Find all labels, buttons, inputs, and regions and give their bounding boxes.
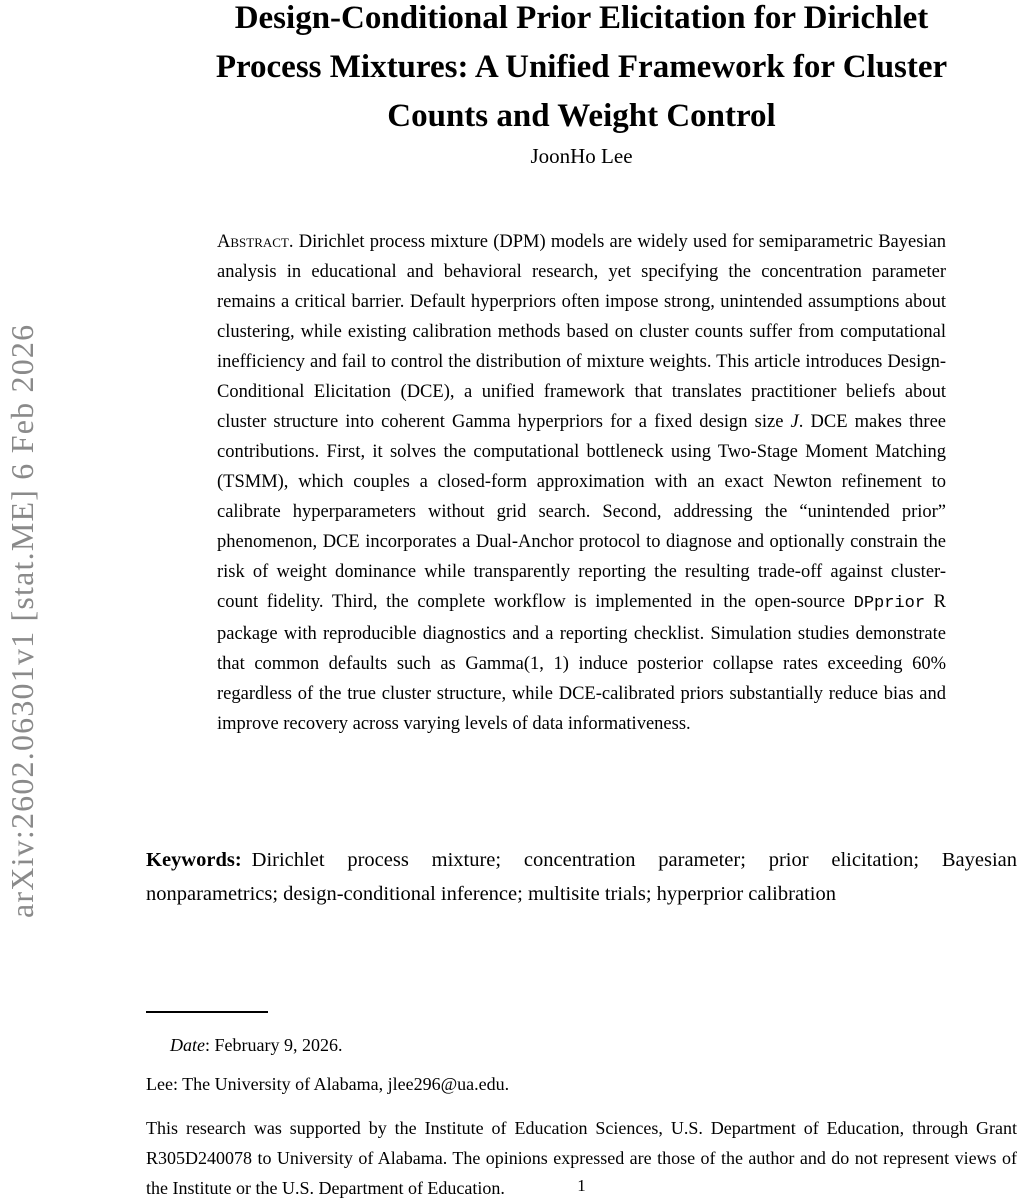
dpprior-package-name: DPprior <box>853 593 926 613</box>
abstract-text-2: . DCE makes three contributions. First, it solves the computational bottleneck using Two-Stage Moment Matching (TSMM), which couples a closed-form approximation with an exact Newton refinement to calibrate hyperparameters without grid search. Second, addressing the “unintended prior” phenomenon, DCE incorporates a Dual-Anchor protocol to diagnose and optionally constrain the risk of weight dominance while transparently reporting the resulting trade-off against cluster-count fidelity. Third, the complete workflow is implemented in the open-source <box>217 411 946 612</box>
funding-note: This research was supported by the Institute of Education Sciences, U.S. Department of Education, through Grant R305D240078 to University of Alabama. The opinions expressed are those of the author and do not represent views of the Institute or the U.S. Department of Education. <box>146 1118 1017 1198</box>
abstract-text-3: R package with reproducible diagnostics and a reporting checklist. Simulation studies demonstrate that common defaults such as Gamma(1, 1) induce posterior collapse rates exceeding 60% regardless of the true cluster structure, while DCE-calibrated priors substantially reduce bias and improve recovery across varying levels of data informativeness. <box>217 591 946 734</box>
paper-title <box>146 0 1017 141</box>
title-line-3: Counts and Weight Control <box>387 98 776 134</box>
title-line-2: Process Mixtures: A Unified Framework for Cluster <box>215 49 948 85</box>
author-name: JoonHo Lee <box>530 144 633 168</box>
date-text: : February 9, 2026. <box>205 1035 343 1055</box>
date-label: Date <box>170 1035 205 1055</box>
title-line-1: Design-Conditional Prior Elicitation for Dirichlet <box>234 0 929 36</box>
keywords-label: Keywords: <box>146 848 242 871</box>
abstract-label: Abstract. <box>217 231 294 252</box>
keywords-paragraph <box>146 843 1017 912</box>
affiliation-line: Lee: The University of Alabama, jlee296@ua.edu. <box>146 1074 510 1094</box>
footnote-divider <box>146 1011 268 1013</box>
design-size-variable: J <box>790 411 799 432</box>
page-number: 1 <box>577 1176 586 1195</box>
keywords-text: Dirichlet process mixture; concentration parameter; prior elicitation; Bayesian nonparametrics; design-conditional inference; multisite trials; hyperprior calibration <box>146 848 1017 905</box>
abstract-text-1: Dirichlet process mixture (DPM) models are widely used for semiparametric Bayesian analysis in educational and behavioral research, yet specifying the concentration parameter remains a critical barrier. Default hyperpriors often impose strong, unintended assumptions about clustering, while existing calibration methods based on cluster counts suffer from computational inefficiency and fail to control the distribution of mixture weights. This article introduces Design-Conditional Elicitation (DCE), a unified framework that translates practitioner beliefs about cluster structure into coherent Gamma hyperpriors for a fixed design size <box>217 231 946 432</box>
arxiv-watermark: arXiv:2602.06301v1 [stat.ME] 6 Feb 2026 <box>4 323 40 918</box>
date-line <box>146 1035 1017 1056</box>
abstract-paragraph <box>217 227 946 739</box>
